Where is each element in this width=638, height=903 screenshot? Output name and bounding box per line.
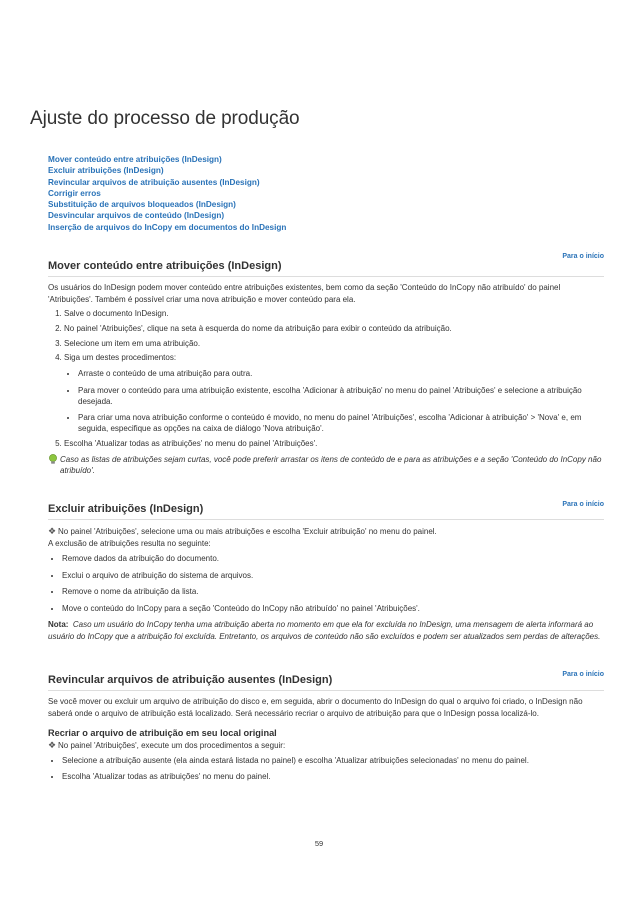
page-title: Ajuste do processo de produção — [30, 108, 300, 129]
toc-item — [48, 222, 286, 233]
subsection-heading: Recriar o arquivo de atribuição em seu local original — [48, 728, 277, 739]
note-text: Caso um usuário do InCopy tenha uma atribuição aberta no momento em que ela for excluída no InDesign, uma mensagem de alerta informará ao usuário do InCopy que a atribuição foi excluída. Entretanto, os arquivos de conteúdo não são excluídos e podem ser atualizados sem perdas de alterações. — [48, 619, 601, 642]
step-item: 2. No painel 'Atribuições', clique na seta à esquerda do nome da atribuição para exibir o conteúdo da atribuição. — [64, 324, 604, 334]
section-intro: Se você mover ou excluir um arquivo de atribuição do disco e, em seguida, abrir o documento do InDesign do qual o arquivo foi criado, o InDesign não saberá onde o arquivo de atribuição está localizado. Será necessário recriar o arquivo de atribuição para que o InDesign possa localizá-lo. — [48, 697, 583, 719]
lightbulb-icon — [48, 454, 58, 468]
bullet-item: • Exclui o arquivo de atribuição do sistema de arquivos. — [62, 570, 604, 581]
section-divider — [48, 276, 604, 277]
page-number: 59 — [314, 839, 324, 848]
bullet-item: • Remove o nome da atribuição da lista. — [62, 586, 604, 597]
step-item: 5. Escolha 'Atualizar todas as atribuições' no menu do painel 'Atribuições'. — [64, 439, 604, 449]
step-item: 3. Selecione um item em uma atribuição. — [64, 339, 604, 349]
procedure-step-text: No painel 'Atribuições', execute um dos procedimentos a seguir: — [58, 741, 286, 751]
diamond-step-icon: ❖ — [48, 526, 57, 536]
toc-link-substituicao[interactable]: Substituição de arquivos bloqueados (InDesign) — [48, 200, 236, 210]
section-revincular-arquivos — [48, 667, 604, 787]
procedure-step — [48, 739, 604, 752]
substeps-list — [64, 368, 604, 434]
steps-list — [48, 309, 604, 449]
bullet-item: • Selecione a atribuição ausente (ela ainda estará listada no painel) e escolha 'Atualizar atribuições selecionadas' no menu do painel. — [62, 755, 604, 766]
section-intro: A exclusão de atribuições resulta no seguinte: — [48, 539, 211, 549]
toc-item — [48, 210, 286, 221]
toc-item — [48, 188, 286, 199]
toc-item — [48, 199, 286, 210]
toc-item — [48, 154, 286, 165]
section-heading: Mover conteúdo entre atribuições (InDesign) — [48, 260, 282, 272]
section-divider — [48, 690, 604, 691]
section-mover-conteudo — [48, 253, 604, 477]
toc-item — [48, 177, 286, 188]
note-label: Nota: — [48, 619, 69, 629]
step-text: Siga um destes procedimentos: — [64, 353, 177, 363]
substep-item: • Para criar uma nova atribuição conforme o conteúdo é movido, no menu do painel 'Atribuições', escolha 'Adicionar à atribuição' > 'Nova' e, em seguida, especifique as opções na caixa de diálogo 'Nova atribuição'. — [78, 412, 604, 434]
back-to-top-link[interactable]: Para o início — [562, 671, 604, 678]
toc-item — [48, 165, 286, 176]
back-to-top-link[interactable]: Para o início — [562, 253, 604, 260]
toc-link-excluir[interactable]: Excluir atribuições (InDesign) — [48, 166, 164, 176]
section-excluir-atribuicoes — [48, 497, 604, 643]
substep-item: • Arraste o conteúdo de uma atribuição para outra. — [78, 368, 604, 379]
section-heading: Revincular arquivos de atribuição ausentes (InDesign) — [48, 674, 333, 686]
bullet-item: • Escolha 'Atualizar todas as atribuições' no menu do painel. — [62, 771, 604, 782]
substep-item: • Para mover o conteúdo para uma atribuição existente, escolha 'Adicionar à atribuição' no menu do painel 'Atribuições' e selecione a atribuição desejada. — [78, 385, 604, 407]
tip-text: Caso as listas de atribuições sejam curtas, você pode preferir arrastar os itens de conteúdo de e para as atribuições e a seção 'Conteúdo do InCopy não atribuído'. — [60, 454, 602, 476]
tip-box — [48, 454, 604, 477]
bullet-item: • Remove dados da atribuição do documento. — [62, 553, 604, 564]
toc-link-desvincular[interactable]: Desvincular arquivos de conteúdo (InDesign) — [48, 211, 225, 221]
table-of-contents — [48, 154, 286, 233]
toc-link-revincular[interactable]: Revincular arquivos de atribuição ausentes (InDesign) — [48, 177, 260, 187]
step-item: 1. Salve o documento InDesign. — [64, 309, 604, 319]
step-item — [64, 353, 604, 434]
back-to-top-link[interactable]: Para o início — [562, 501, 604, 508]
toc-link-corrigir[interactable]: Corrigir erros — [48, 188, 101, 198]
bullet-list — [48, 553, 604, 613]
section-heading: Excluir atribuições (InDesign) — [48, 503, 204, 515]
bullet-list — [48, 755, 604, 782]
section-intro: Os usuários do InDesign podem mover conteúdo entre atribuições existentes, bem como da seção 'Conteúdo do InCopy não atribuído' do painel 'Atribuições'. Também é possível criar uma nova atribuição e mover conteúdo para ela. — [48, 283, 561, 305]
note-box — [48, 619, 604, 643]
bullet-item: • Move o conteúdo do InCopy para a seção 'Conteúdo do InCopy não atribuído' no painel 'Atribuições'. — [62, 603, 604, 614]
toc-link-insercao[interactable]: Inserção de arquivos do InCopy em documentos do InDesign — [48, 222, 287, 232]
toc-link-mover[interactable]: Mover conteúdo entre atribuições (InDesign) — [48, 155, 222, 164]
procedure-step-text: No painel 'Atribuições', selecione uma ou mais atribuições e escolha 'Excluir atribuição' no menu do painel. — [58, 527, 437, 536]
section-divider — [48, 519, 604, 520]
procedure-step — [48, 525, 604, 538]
diamond-step-icon: ❖ — [48, 740, 57, 751]
